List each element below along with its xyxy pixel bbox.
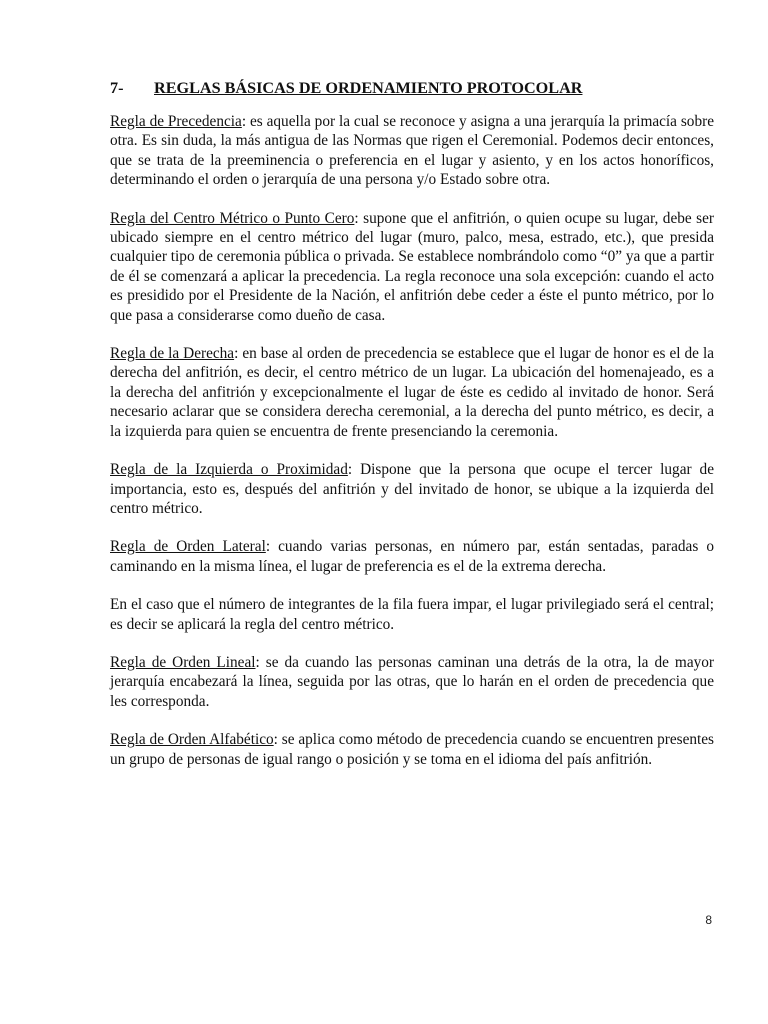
- paragraph-fila-impar: [110, 595, 714, 634]
- rule-text: : supone que el anfitrión, o quien ocupe su lugar, debe ser ubicado siempre en el centro métrico del lugar (muro, palco, mesa, estrado, etc.), que presida cualquier tipo de ceremonia pública o privada. Se establece nombrándolo como “0” ya que a partir de él se comenzará a aplicar la precedencia. La regla reconoce una sola excepción: cuando el acto es presidido por el Presidente de la Nación, el anfitrión debe ceder a éste el punto métrico, por lo que pasa a considerarse como dueño de casa.: [110, 209, 714, 324]
- rule-text: : cuando varias personas, en número par, están sentadas, paradas o caminando en la misma línea, el lugar de preferencia es el de la extrema derecha.: [110, 538, 715, 575]
- paragraph-izquierda: [110, 460, 714, 518]
- rule-text: : se aplica como método de precedencia cuando se encuentren presentes un grupo de personas de igual rango o posición y se toma en el idioma del país anfitrión.: [110, 731, 714, 768]
- paragraph-orden-lateral: [110, 537, 714, 576]
- section-title: REGLAS BÁSICAS DE ORDENAMIENTO PROTOCOLAR: [154, 79, 583, 97]
- rule-term: Regla de Orden Lateral: [110, 538, 266, 556]
- section-heading: [110, 78, 714, 98]
- rule-text: : Dispone que la persona que ocupe el tercer lugar de importancia, esto es, después del anfitrión y del invitado de honor, se ubique a la izquierda del centro métrico.: [110, 461, 714, 517]
- paragraph-derecha: [110, 344, 714, 441]
- rule-term: Regla del Centro Métrico o Punto Cero: [110, 209, 355, 227]
- rule-term: Regla de Precedencia: [110, 113, 242, 130]
- document-page: [110, 78, 714, 788]
- rule-term: Regla de Orden Lineal: [110, 653, 256, 671]
- paragraph-orden-lineal: [110, 653, 714, 711]
- rule-term: Regla de la Derecha: [110, 345, 235, 363]
- paragraph-orden-alfabetico: [110, 730, 714, 769]
- rule-term: Regla de la Izquierda o Proximidad: [110, 461, 348, 479]
- rule-text: : en base al orden de precedencia se establece que el lugar de honor es el de la derecha del anfitrión, es decir, el centro métrico de un lugar. La ubicación del homenajeado, es a la derecha del anfitrión y excepcionalmente el lugar de éste es cedido al invitado de honor. Será necesario aclarar que se considera derecha ceremonial, a la derecha del punto métrico, es decir, a la izquierda para quien se encuentra de frente presenciando la ceremonia.: [110, 345, 715, 440]
- paragraph-precedencia: [110, 112, 714, 190]
- rule-text: En el caso que el número de integrantes de la fila fuera impar, el lugar privilegiado será el central; es decir se aplicará la regla del centro métrico.: [110, 596, 714, 633]
- section-number: 7-: [110, 79, 124, 97]
- rule-text: : es aquella por la cual se reconoce y asigna a una jerarquía la primacía sobre otra. Es sin duda, la más antigua de las Normas que rigen el Ceremonial. Podemos decir entonces, que se trata de la preeminencia o preferencia en el lugar y asiento, y en los actos honoríficos, determinando el orden o jerarquía de una persona y/o Estado sobre otra.: [110, 113, 714, 189]
- rule-text: : se da cuando las personas caminan una detrás de la otra, la de mayor jerarquía encabezará la línea, seguida por las otras, que lo harán en el orden de precedencia que les corresponda.: [110, 653, 715, 710]
- paragraph-centro-metrico: [110, 209, 714, 325]
- rule-term: Regla de Orden Alfabético: [110, 731, 274, 749]
- page-number: 8: [705, 913, 712, 927]
